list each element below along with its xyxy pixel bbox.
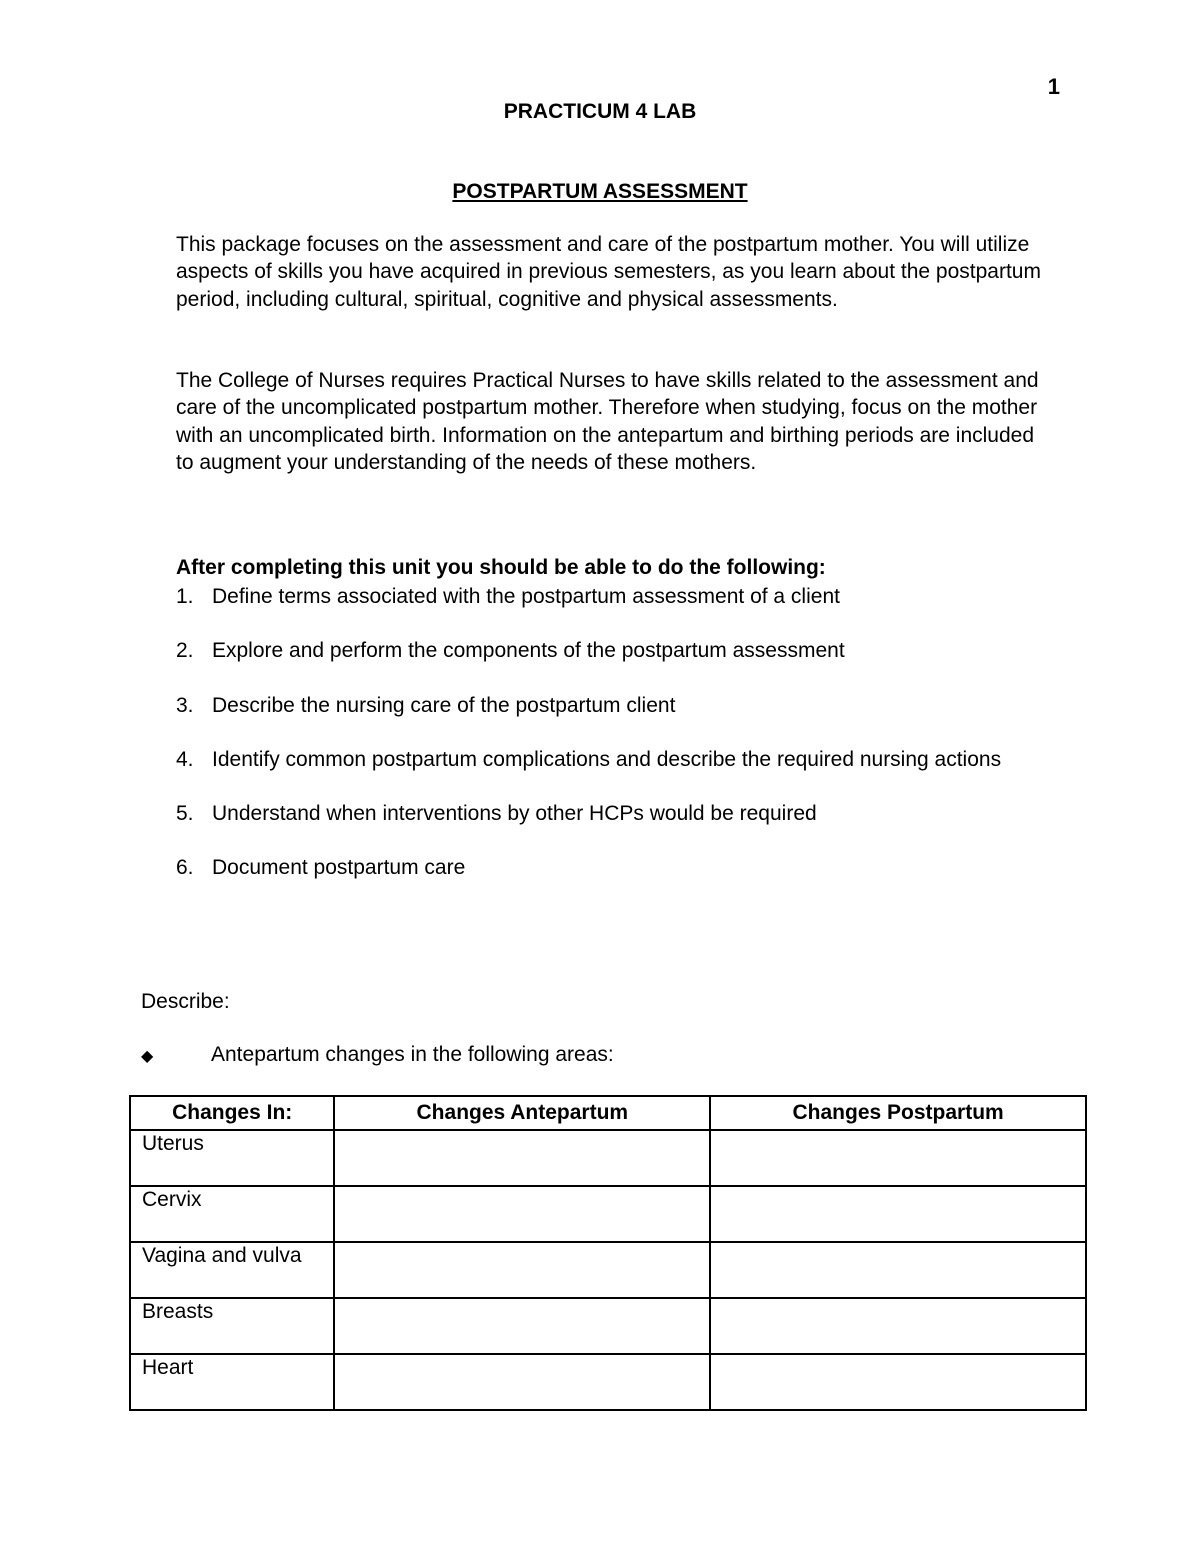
row-label: Vagina and vulva	[130, 1242, 334, 1298]
postpartum-cell[interactable]	[710, 1186, 1086, 1242]
objective-number: 3.	[176, 693, 194, 717]
postpartum-cell[interactable]	[710, 1130, 1086, 1186]
table-row	[130, 1354, 1086, 1410]
objectives-heading: After completing this unit you should be able to do the following:	[176, 556, 826, 579]
objective-text: Document postpartum care	[212, 856, 466, 880]
table-row	[130, 1242, 1086, 1298]
antepartum-cell[interactable]	[334, 1186, 710, 1242]
objective-item	[176, 583, 1056, 610]
document-title: PRACTICUM 4 LAB	[503, 100, 697, 123]
header-changes-antepartum: Changes Antepartum	[334, 1096, 710, 1130]
objective-number: 5.	[176, 802, 194, 826]
antepartum-cell[interactable]	[334, 1354, 710, 1410]
objective-item	[176, 854, 1056, 881]
antepartum-bullet	[141, 1043, 614, 1067]
antepartum-cell[interactable]	[334, 1298, 710, 1354]
header-changes-in: Changes In:	[130, 1096, 334, 1130]
objective-number: 2.	[176, 639, 194, 663]
table-row	[130, 1130, 1086, 1186]
table-row	[130, 1298, 1086, 1354]
postpartum-cell[interactable]	[710, 1298, 1086, 1354]
header-changes-postpartum: Changes Postpartum	[710, 1096, 1086, 1130]
row-label: Breasts	[130, 1298, 334, 1354]
objective-number: 4.	[176, 747, 194, 771]
bullet-text: Antepartum changes in the following areas:	[211, 1043, 614, 1066]
table-row	[130, 1186, 1086, 1242]
objective-item	[176, 637, 1056, 664]
objective-item	[176, 692, 1056, 719]
changes-table	[129, 1095, 1087, 1411]
row-label: Heart	[130, 1354, 334, 1410]
objectives-list	[176, 583, 1056, 909]
objective-item	[176, 800, 1056, 827]
antepartum-cell[interactable]	[334, 1242, 710, 1298]
objective-text: Identify common postpartum complications and describe the required nursing actions	[212, 747, 1002, 771]
diamond-bullet-icon: ◆	[141, 1048, 154, 1065]
row-label: Uterus	[130, 1130, 334, 1186]
table-header-row	[130, 1096, 1086, 1130]
objective-item	[176, 746, 1056, 773]
postpartum-cell[interactable]	[710, 1354, 1086, 1410]
college-paragraph: The College of Nurses requires Practical Nurses to have skills related to the assessment and care of the uncomplicated postpartum mother. Therefore when studying, focus on the mother with an uncomplicated birth. Information on the antepartum and birthing periods are included to augment your understanding of the needs of these mothers.	[176, 369, 1039, 474]
objective-text: Understand when interventions by other HCPs would be required	[212, 802, 817, 826]
objective-number: 6.	[176, 856, 194, 880]
objective-number: 1.	[176, 585, 194, 608]
objective-text: Define terms associated with the postpartum assessment of a client	[212, 585, 840, 608]
row-label: Cervix	[130, 1186, 334, 1242]
describe-label: Describe:	[141, 990, 230, 1013]
page-number: 1	[1047, 74, 1060, 99]
postpartum-cell[interactable]	[710, 1242, 1086, 1298]
intro-paragraph: This package focuses on the assessment and care of the postpartum mother. You will utilize aspects of skills you have acquired in previous semesters, as you learn about the postpartum period, including cultural, spiritual, cognitive and physical assessments.	[176, 233, 1041, 311]
section-title: POSTPARTUM ASSESSMENT	[452, 180, 748, 203]
antepartum-cell[interactable]	[334, 1130, 710, 1186]
objective-text: Explore and perform the components of the postpartum assessment	[212, 639, 845, 663]
objective-text: Describe the nursing care of the postpartum client	[212, 693, 676, 717]
